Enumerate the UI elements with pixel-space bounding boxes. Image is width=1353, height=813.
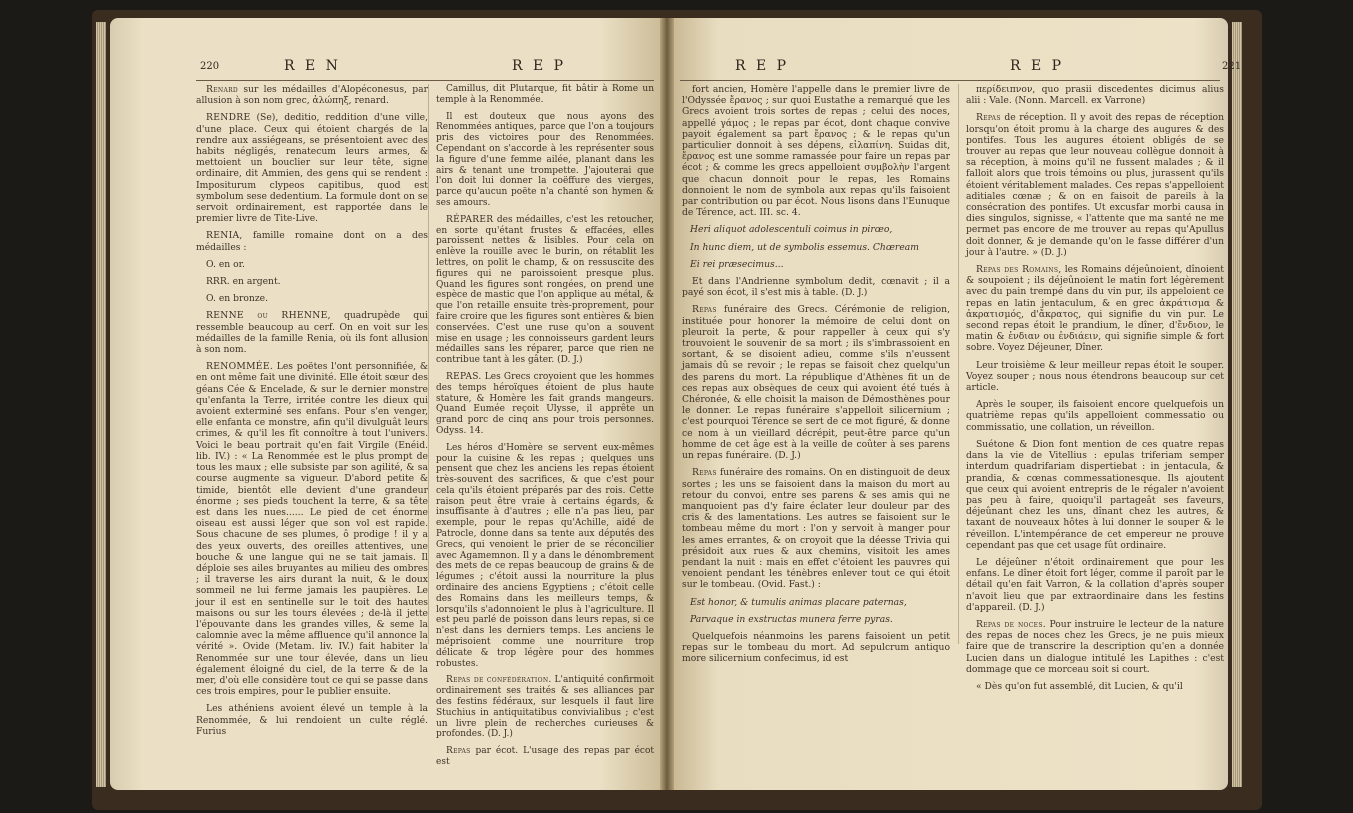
entry-text: famille romaine dont on a des médailles : [196, 230, 428, 253]
page-edges-right [1232, 22, 1242, 787]
left-column-divider [428, 84, 429, 644]
entry-head: Renard [206, 84, 239, 95]
paragraph [196, 276, 428, 287]
entry-head: RENIA, [206, 230, 243, 242]
entry-text: Le déjeûner n'étoit ordinairement que pour les enfans. Le dîner étoit fort léger, comme il paroît par le détail qu'en fait Varron, & la collation d'après souper n'avoit lieu que par extraordinaire dans les festins d'appareil. (D. J.) [966, 556, 1224, 613]
entry-text: des médailles, c'est les retoucher, en sorte qu'étant frustes & effacées, elles paroissent nettes & lisibles. Pour cela on enlève la rouille avec le burin, on rétablit les lettres, on polit le champ, & on ressuscite des figures qui ne paroissoient presque plus. Quand les figures sont rongées, on prend une espèce de mastic que l'on applique au métal, & que l'on retaille ensuite très-proprement, pour faire croire que les figures sont entières & bien conservées. C'est une ruse qu'on a souvent mise en usage ; les connoisseurs gardent leurs médailles sans les réparer, parce que rien ne contribue tant à les gâter. (D. J.) [436, 214, 654, 366]
paragraph [966, 264, 1224, 354]
right-column-1 [682, 84, 950, 671]
entry-text: Parvaque in exstructas munera ferre pyras. [690, 613, 893, 625]
paragraph [436, 84, 654, 106]
entry-text: Heri aliquot adolescentuli coimus in pirœo, [690, 224, 893, 236]
paragraph [436, 675, 654, 740]
right-page-number: 221 [1222, 61, 1242, 72]
entry-text: Les Grecs croyoient que les hommes des temps héroïques étoient de plus haute stature, & Homère les fait grands mangeurs. Quand Eumée reçoit Ulysse, il apprête un grand porc de cinq ans pour trois personnes. Odyss. 14. [436, 371, 654, 436]
paragraph [966, 84, 1224, 106]
paragraph [196, 259, 428, 270]
paragraph [682, 276, 950, 298]
book-gutter [660, 18, 674, 790]
paragraph [682, 631, 950, 665]
entry-text: quadrupède qui ressemble beaucoup au cerf. On en voit sur les médailles de la famille Renia, où ils font allusion à son nom. [196, 310, 428, 356]
paragraph [690, 259, 950, 270]
entry-text: Les athéniens avoient élevé un temple à la Renommée, & lui rendoient un culte réglé. Furius [196, 703, 428, 737]
right-column-2 [966, 84, 1224, 698]
right-header-rule [680, 80, 1220, 81]
entry-text: O. en or. [206, 258, 245, 270]
entry-text: Quelquefois néanmoins les parens faisoient un petit repas sur le tombeau du mort. Ad sepulcrum antiquo more silicernium confecimus, id est [682, 630, 950, 665]
entry-text: par écot. L'usage des repas par écot est [436, 746, 654, 768]
paragraph [690, 224, 950, 235]
entry-text: fort ancien, Homère l'appelle dans le premier livre de l'Odyssée ἔρανος ; sur quoi Eustathe a remarqué que les Grecs avoient trois sortes de repas ; celui des noces, appellé γάμος ; le repas par écot, dont chaque convive payoit également sa part ἔρανος ; & le repas qu'un particulier donnoit à ses dépens, εἰλαπίνη. Suidas dit, ἔρανος est une somme ramassée pour faire un repas par écot ; & comme les grecs appelloient συμβολὴν l'argent que chacun donnoit pour le repas, les Romains donnoient le nom de symbola aux repas qu'ils faisoient par contribution ou par écot. Nous lisons dans l'Eunuque de Térence, act. III. sc. 4. [682, 84, 950, 219]
entry-text: Les poëtes l'ont personnifiée, & en ont même fait une divinité. Elle étoit sœur des géans Cée & Encelade, & sur le dernier monstre qu'enfanta la Terre, irritée contre les dieux qui avoient exterminé ses enfans. Pour s'en venger, elle enfanta ce monstre, afin qu'il divulguât leurs crimes, & qu'il les fît connoître à tout l'univers. Voici le beau portrait qu'en fait Virgile (Enéid. lib. IV.) : « La Renommée est le plus prompt de tous les maux ; elle subsiste par son agilité, & sa course augmente sa vigueur. D'abord petite & timide, bientôt elle devient d'une grandeur énorme ; ses pieds touchent la terre, & sa tête est dans les nues...... Le pied de cet énorme oiseau est aussi léger que son vol est rapide. Sous chacune de ses plumes, ô prodige ! il y a des yeux ouverts, des oreilles attentives, une bouche & une langue qui ne se tait jamais. Il déploie ses ailes bruyantes au milieu des ombres ; il traverse les airs durant la nuit, & le doux sommeil ne lui ferme jamais les paupières. Le jour il est en sentinelle sur le toit des hautes maisons ou sur les tours élevées ; de-là il jette l'épouvante dans les grandes villes, & seme la calomnie avec la même affluence qu'il annonce la vérité ». Ovide (Metam. liv. IV.) fait habiter la Renommée sur une tour élevée, dans un lieu également éloigné du ciel, de la terre & de la mer, d'où elle considère tout ce qui se passe dans ces trois empires, pour le publier ensuite. [196, 361, 428, 698]
entry-text: Est honor, & tumulis animas placare paternas, [690, 596, 907, 608]
entry-text: Suétone & Dion font mention de ces quatre repas dans la vie de Vitellius : epulas triferiam semper interdum quadrifariam dispertiebat : in jentacula, & prandia, & cœnas commessationesque. Ils ajoutent que ceux qui avoient entrepris de le régaler n'avoient pas peu à faire, quoiqu'il partageât ses faveurs, déjeûnant chez les uns, dînant chez les autres, & taxant de nouveaux hôtes à lui donner le souper & le réveillon. L'intempérance de cet empereur ne prouve cependant pas que cet usage fût ordinaire. [966, 438, 1224, 551]
entry-text: L'antiquité confirmoit ordinairement ses traités & ses alliances par des festins fédéraux, sur lesquels il faut lire Stuchius in antiquitatibus convivialibus ; c'est un livre plein de recherches curieuses & profondes. (D. J.) [436, 675, 654, 740]
entry-head: RENNE ou RHENNE, [206, 310, 331, 322]
left-header-rule [196, 80, 654, 81]
entry-text: Camillus, dit Plutarque, fit bâtir à Rome un temple à la Renommée. [436, 84, 654, 105]
right-running-head-2: R E P [1010, 58, 1065, 74]
left-running-head-1: R E N [284, 58, 341, 74]
paragraph [196, 361, 428, 697]
right-running-head-1: R E P [735, 58, 790, 74]
paragraph [690, 242, 950, 253]
entry-text: περίδειπνον, quo prasii discedentes dicimus alius alii : Vale. (Nonn. Marcell. ex Varrone) [966, 84, 1224, 107]
entry-text: funéraire des Grecs. Cérémonie de religion, instituée pour honorer la mémoire de celui dont on pleuroit la perte, & pour rappeller à ceux qui s'y trouvoient le souvenir de sa mort ; ils s'imbrassoient en sortant, & se disoient adieu, comme s'ils n'eussent jamais dû se revoir ; le repas se faisoit chez quelqu'un des parens du mort. La république d'Athènes fit un de ces repas aux obsèques de ceux qui avoient été tués à Chéronée, & elle choisit la maison de Démosthènes pour le donner. Le repas funéraire s'appelloit silicernium ; c'est pourquoi Térence se sert de ce mot figuré, & donne ce nom à un vieillard décrépit, peut-être parce qu'un homme de cet âge est à la veille de coûter à ses parens un repas funéraire. (D. J.) [682, 304, 950, 462]
left-column-1 [196, 84, 428, 743]
paragraph [436, 215, 654, 366]
right-column-divider [958, 84, 959, 644]
entry-text: (Se), deditio, reddition d'une ville, d'une place. Ceux qui étoient chargés de la rendre aux assiégeans, se présentoient avec des habits négligés, renatecum leurs armes, & mettoient un bouclier sur leur tête, signe ordinaire, dit Ammien, des gens qui se rendent : Impositurum clypeos capitibus, quod est symbolum sese dedentium. La formule dont on se servoit ordinairement, est rapportée dans le premier livre de Tite-Live. [196, 112, 428, 225]
paragraph [196, 293, 428, 304]
entry-head: RÉPARER [446, 214, 494, 225]
entry-text: de réception. Il y avoit des repas de réception lorsqu'on étoit promu à la charge des augures & des pontifes. Tous les augures étoient obligés de se trouver au repas que leur nouveau collègue donnoit à sa réception, à moins qu'il ne fussent malades ; & il falloit alors que trois témoins ou plus, jurassent qu'ils étoient véritablement malades. Ces repas s'appelloient aditiales cœnæ ; & on en faisoit de pareils à la consécration des pontifes. Ut excusfar morbi causa in dies singulos, signisse, « l'attente que ma santé ne me permet pas encore de me trouver au repas qu'Apullus doit donner, & je demande qu'on le fasse différer d'un jour à l'autre. » (D. J.) [966, 112, 1224, 258]
paragraph [682, 467, 950, 590]
paragraph [966, 619, 1224, 675]
entry-text: Et dans l'Andrienne symbolum dedit, cœnavit ; il a payé son écot, il s'est mis à table. (D. J.) [682, 276, 950, 299]
paragraph [966, 681, 1224, 692]
entry-text: Après le souper, ils faisoient encore quelquefois un quatrième repas qu'ils appelloient commessatio ou commissatio, une collation, un réveillon. [966, 399, 1224, 433]
paragraph [196, 84, 428, 106]
entry-text: Il est douteux que nous ayons des Renommées antiques, parce que l'on a toujours pris des victoires pour des Renommées. Cependant on s'accorde à les représenter sous la figure d'une femme ailée, planant dans les airs & tenant une trompette. J'ajouterai que l'on doit lui donner la coëffure des vierges, parce qu'aucun poëte n'a chanté son hymen & ses amours. [436, 111, 654, 208]
entry-text: In hunc diem, ut de symbolis essemus. Chœream [690, 241, 919, 253]
left-running-head-2: R E P [512, 58, 567, 74]
entry-head: Repas [976, 112, 1001, 124]
paragraph [690, 614, 950, 625]
left-column-2 [436, 84, 654, 774]
paragraph [966, 557, 1224, 613]
paragraph [196, 112, 428, 224]
entry-head: Repas des Romains, [976, 264, 1062, 276]
paragraph [196, 310, 428, 355]
paragraph [196, 703, 428, 737]
entry-head: REPAS. [446, 371, 482, 382]
entry-text: Ei rei præsecimus... [690, 258, 784, 270]
paragraph [690, 597, 950, 608]
entry-text: les Romains déjeûnoient, dînoient & soupoient ; ils déjeûnoient le matin fort légèrement avec du pain trempé dans du vin pur, ils appeloient ce repas en latin jentaculum, & en grec ἀκράτισμα & ἀκρατισμός, d'ἄκρατος, qui signifie du vin pur. Le second repas étoit le prandium, le dîner, d'ἔνδιον, le matin & ἐνδιαν ou ἐνδιάειν, qui signifie simple & fort sobre. Voyez Déjeuner, Dîner. [966, 264, 1224, 354]
entry-head: Repas [692, 304, 717, 316]
entry-head: Repas [446, 746, 471, 757]
entry-head: RENOMMÉE. [206, 361, 274, 373]
paragraph [196, 230, 428, 252]
paragraph [682, 304, 950, 461]
entry-head: Repas de noces. [976, 618, 1046, 630]
entry-text: sur les médailles d'Alopéconesus, par allusion à son nom grec, ἀλώπηξ, renard. [196, 84, 429, 107]
entry-text: Les héros d'Homère se servent eux-mêmes pour la cuisine & les repas ; quelques uns pensent que chez les anciens les repas étoient très-souvent des sacrifices, & que c'est pour cela qu'ils étoient préparés par des rois. Cette raison peut être vraie à certains égards, & insuffisante à d'autres ; elle n'a pas lieu, par exemple, pour le repas qu'Achille, aidé de Patrocle, donne dans sa tente aux députés des Grecs, qui venoient le prier de se réconcilier avec Agamemnon. Il y a dans le dénombrement des mets de ce repas beaucoup de grains & de légumes ; c'étoit aussi la nourriture la plus ordinaire des anciens Egyptiens ; c'étoit celle des Romains dans les meilleurs temps, & lorsqu'ils s'adonnoient le plus à l'agriculture. Il est peu parlé de poisson dans leurs repas, si ce n'est dans les derniers temps. Les anciens le méprisoient comme une nourriture trop délicate & trop légère pour des hommes robustes. [436, 442, 654, 669]
paragraph [436, 372, 654, 437]
entry-head: RENDRE [206, 112, 251, 124]
paragraph [682, 84, 950, 218]
entry-text: funéraire des romains. On en distinguoit de deux sortes ; les uns se faisoient dans la maison du mort au retour du convoi, entre ses parens & ses amis qui ne manquoient pas d'y faire éclater leur douleur par des cris & des lamentations. Les autres se faisoient sur le tombeau même du mort : l'on y servoit à manger pour les ames errantes, & on croyoit que la déesse Trivia qui présidoit aux rues & aux chemins, visitoit les ames pendant la nuit : mais en effet c'étoient les pauvres qui venoient pendant les ténèbres enlever tout ce qui étoit sur le tombeau. (Ovid. Fast.) : [682, 467, 950, 591]
page-edges-left [96, 22, 106, 787]
paragraph [966, 360, 1224, 394]
entry-text: « Dès qu'on fut assemblé, dit Lucien, & qu'il [976, 680, 1183, 692]
paragraph [436, 112, 654, 209]
entry-head: Repas [692, 467, 717, 479]
entry-text: O. en bronze. [206, 293, 269, 305]
paragraph [966, 439, 1224, 551]
entry-text: RRR. en argent. [206, 276, 281, 288]
entry-head: Repas de confédération. [446, 675, 552, 686]
entry-text: Pour instruire le lecteur de la nature des repas de noces chez les Grecs, je ne puis mieux faire que de transcrire la description qu'en a donnée Lucien dans un dialogue intitulé les Lapithes : c'est dommage que ce morceau soit si court. [966, 618, 1224, 675]
paragraph [966, 112, 1224, 258]
paragraph [966, 399, 1224, 433]
paragraph [436, 746, 654, 768]
entry-text: Leur troisième & leur meilleur repas étoit le souper. Voyez souper ; nous nous étendrons beaucoup sur cet article. [966, 359, 1224, 394]
paragraph [436, 443, 654, 670]
left-page-number: 220 [200, 61, 220, 72]
